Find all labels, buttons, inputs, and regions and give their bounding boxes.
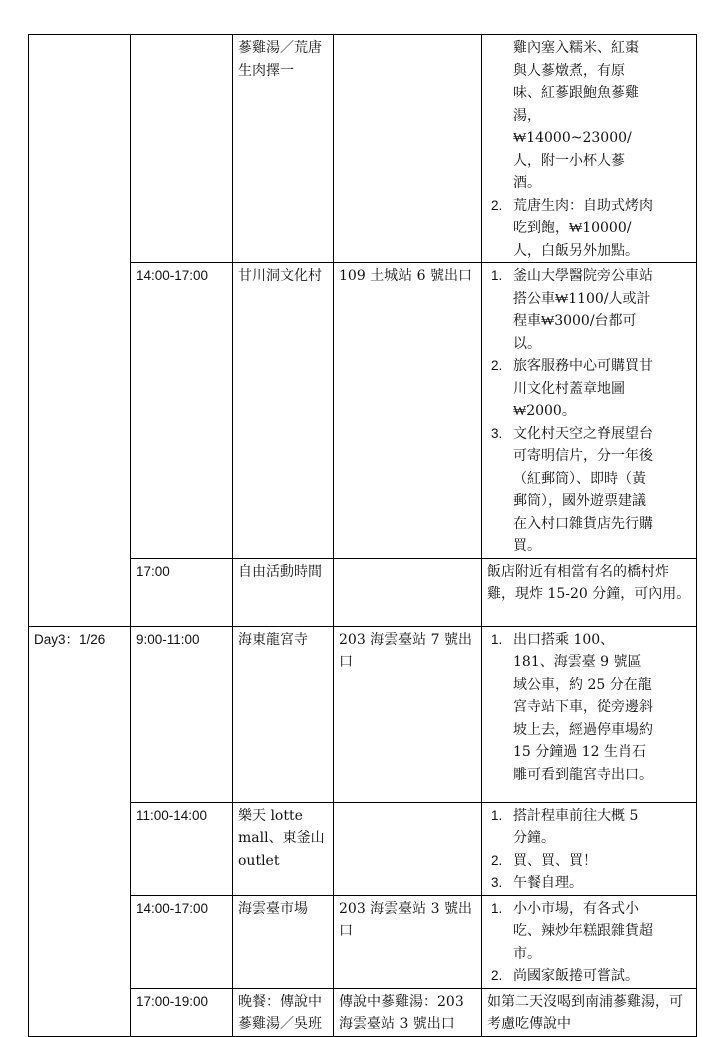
day-cell <box>29 35 131 627</box>
notes-cell <box>482 802 697 895</box>
place-cell: 蔘雞湯／荒唐生肉擇一 <box>233 35 334 263</box>
transport-cell <box>334 35 482 263</box>
notes-cell <box>482 35 697 263</box>
list-item: 3. 文化村天空之脊展望台可寄明信片，分一年後（紅郵筒）、即時（黃郵筒），國外遊票建議在入村口雜貨店先行購買。 <box>491 425 653 554</box>
time-cell: 11:00-14:00 <box>131 802 233 895</box>
time-cell: 17:00-19:00 <box>131 988 233 1036</box>
list-item: 2. 旅客服務中心可購買甘川文化村蓋章地圖₩2000。 <box>491 358 653 419</box>
place-cell: 海雲臺市場 <box>233 895 334 988</box>
time-cell: 14:00-17:00 <box>131 895 233 988</box>
place-cell: 樂天 lotte mall、東釜山 outlet <box>233 802 334 895</box>
notes-cell <box>482 626 697 802</box>
time-cell: 9:00-11:00 <box>131 626 233 802</box>
transport-cell <box>334 558 482 626</box>
note-continuation: 雞內塞入糯米、紅棗與人蔘燉煮，有原味、紅蔘跟鮑魚蔘雞湯，₩14000~23000/人，附一小杯人蔘酒。 <box>513 40 639 191</box>
place-cell: 自由活動時間 <box>233 558 334 626</box>
list-item: 1. 小小市場，有各式小吃、辣炒年糕跟雜貨超市。 <box>491 900 653 962</box>
transport-cell: 203 海雲臺站 7 號出口 <box>334 626 482 802</box>
table-row <box>29 626 697 802</box>
list-item: 2. 荒唐生肉：自助式烤肉吃到飽，₩10000/人，白飯另外加點。 <box>491 197 653 259</box>
place-cell: 海東龍宮寺 <box>233 626 334 802</box>
list-item: 3. 午餐自理。 <box>491 875 583 891</box>
itinerary-table <box>28 34 697 1037</box>
list-item: 2. 買、買、買！ <box>491 852 597 869</box>
transport-cell <box>334 802 482 895</box>
transport-cell: 203 海雲臺站 3 號出口 <box>334 895 482 988</box>
notes-cell: 如第二天沒喝到南浦蔘雞湯，可考慮吃傳說中 <box>482 988 697 1036</box>
transport-cell: 傳說中蔘雞湯：203 海雲臺站 3 號出口 <box>334 988 482 1036</box>
table-row <box>29 35 697 263</box>
list-item: 1. 釜山大學醫院旁公車站搭公車₩1100/人或計程車₩3000/台都可以。 <box>491 268 653 352</box>
place-cell: 晚餐：傳說中蔘雞湯／吳班 <box>233 988 334 1036</box>
list-item: 1. 搭計程車前往大概 5 分鐘。 <box>491 807 639 846</box>
transport-cell: 109 土城站 6 號出口 <box>334 263 482 559</box>
place-cell: 甘川洞文化村 <box>233 263 334 559</box>
time-cell: 14:00-17:00 <box>131 263 233 559</box>
notes-cell <box>482 895 697 988</box>
time-cell: 17:00 <box>131 558 233 626</box>
time-cell <box>131 35 233 263</box>
notes-cell <box>482 263 697 559</box>
list-item: 2. 尚國家飯捲可嘗試。 <box>491 968 639 984</box>
list-item: 1. 出口搭乘 100、181、海雲臺 9 號區域公車，約 25 分在龍宮寺站下車，從旁邊斜坡上去，經過停車場約 15 分鐘過 12 生肖石雕可看到龍宮寺出口。 <box>491 631 653 783</box>
notes-cell: 飯店附近有相當有名的橋村炸雞，現炸 15-20 分鐘，可內用。 <box>482 558 697 626</box>
day-cell: Day3：1/26 <box>29 626 131 1036</box>
